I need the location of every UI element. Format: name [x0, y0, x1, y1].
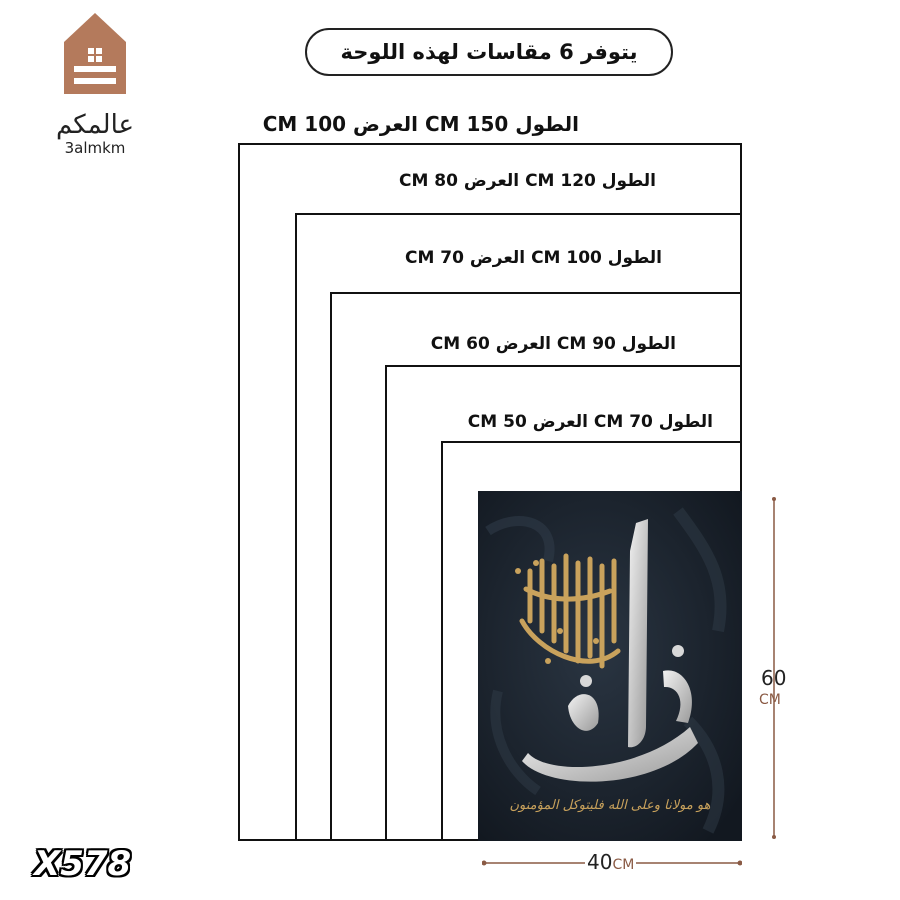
- size-label-120x80: الطول 120 CM العرض 80 CM: [398, 171, 656, 191]
- size-label-90x60: الطول 90 CM العرض 60 CM: [430, 334, 676, 354]
- width-label: [585, 850, 636, 874]
- brand-name-arabic: عالمكم: [55, 110, 135, 140]
- house-logo-icon: [62, 10, 128, 100]
- width-unit: CM: [612, 857, 635, 873]
- brand-logo: [40, 10, 150, 157]
- width-value: 40: [587, 850, 613, 874]
- size-label-150x100: الطول 150 CM العرض 100 CM: [262, 112, 579, 136]
- brand-name-latin: 3almkm: [64, 139, 126, 157]
- size-label-70x50: الطول 70 CM العرض 50 CM: [467, 412, 713, 432]
- size-label-100x70: الطول 100 CM العرض 70 CM: [404, 248, 662, 268]
- height-unit: CM: [759, 692, 781, 708]
- artwork-bottom-text: هو مولانا وعلى الله فليتوكل المؤمنون: [509, 798, 711, 813]
- calligraphy-artwork: [478, 491, 742, 841]
- calligraphy-artwork-image: [478, 491, 742, 841]
- sizes-available-banner: يتوفر 6 مقاسات لهذه اللوحة: [305, 28, 673, 76]
- product-code: X578: [34, 844, 132, 884]
- height-value: 60: [761, 666, 787, 690]
